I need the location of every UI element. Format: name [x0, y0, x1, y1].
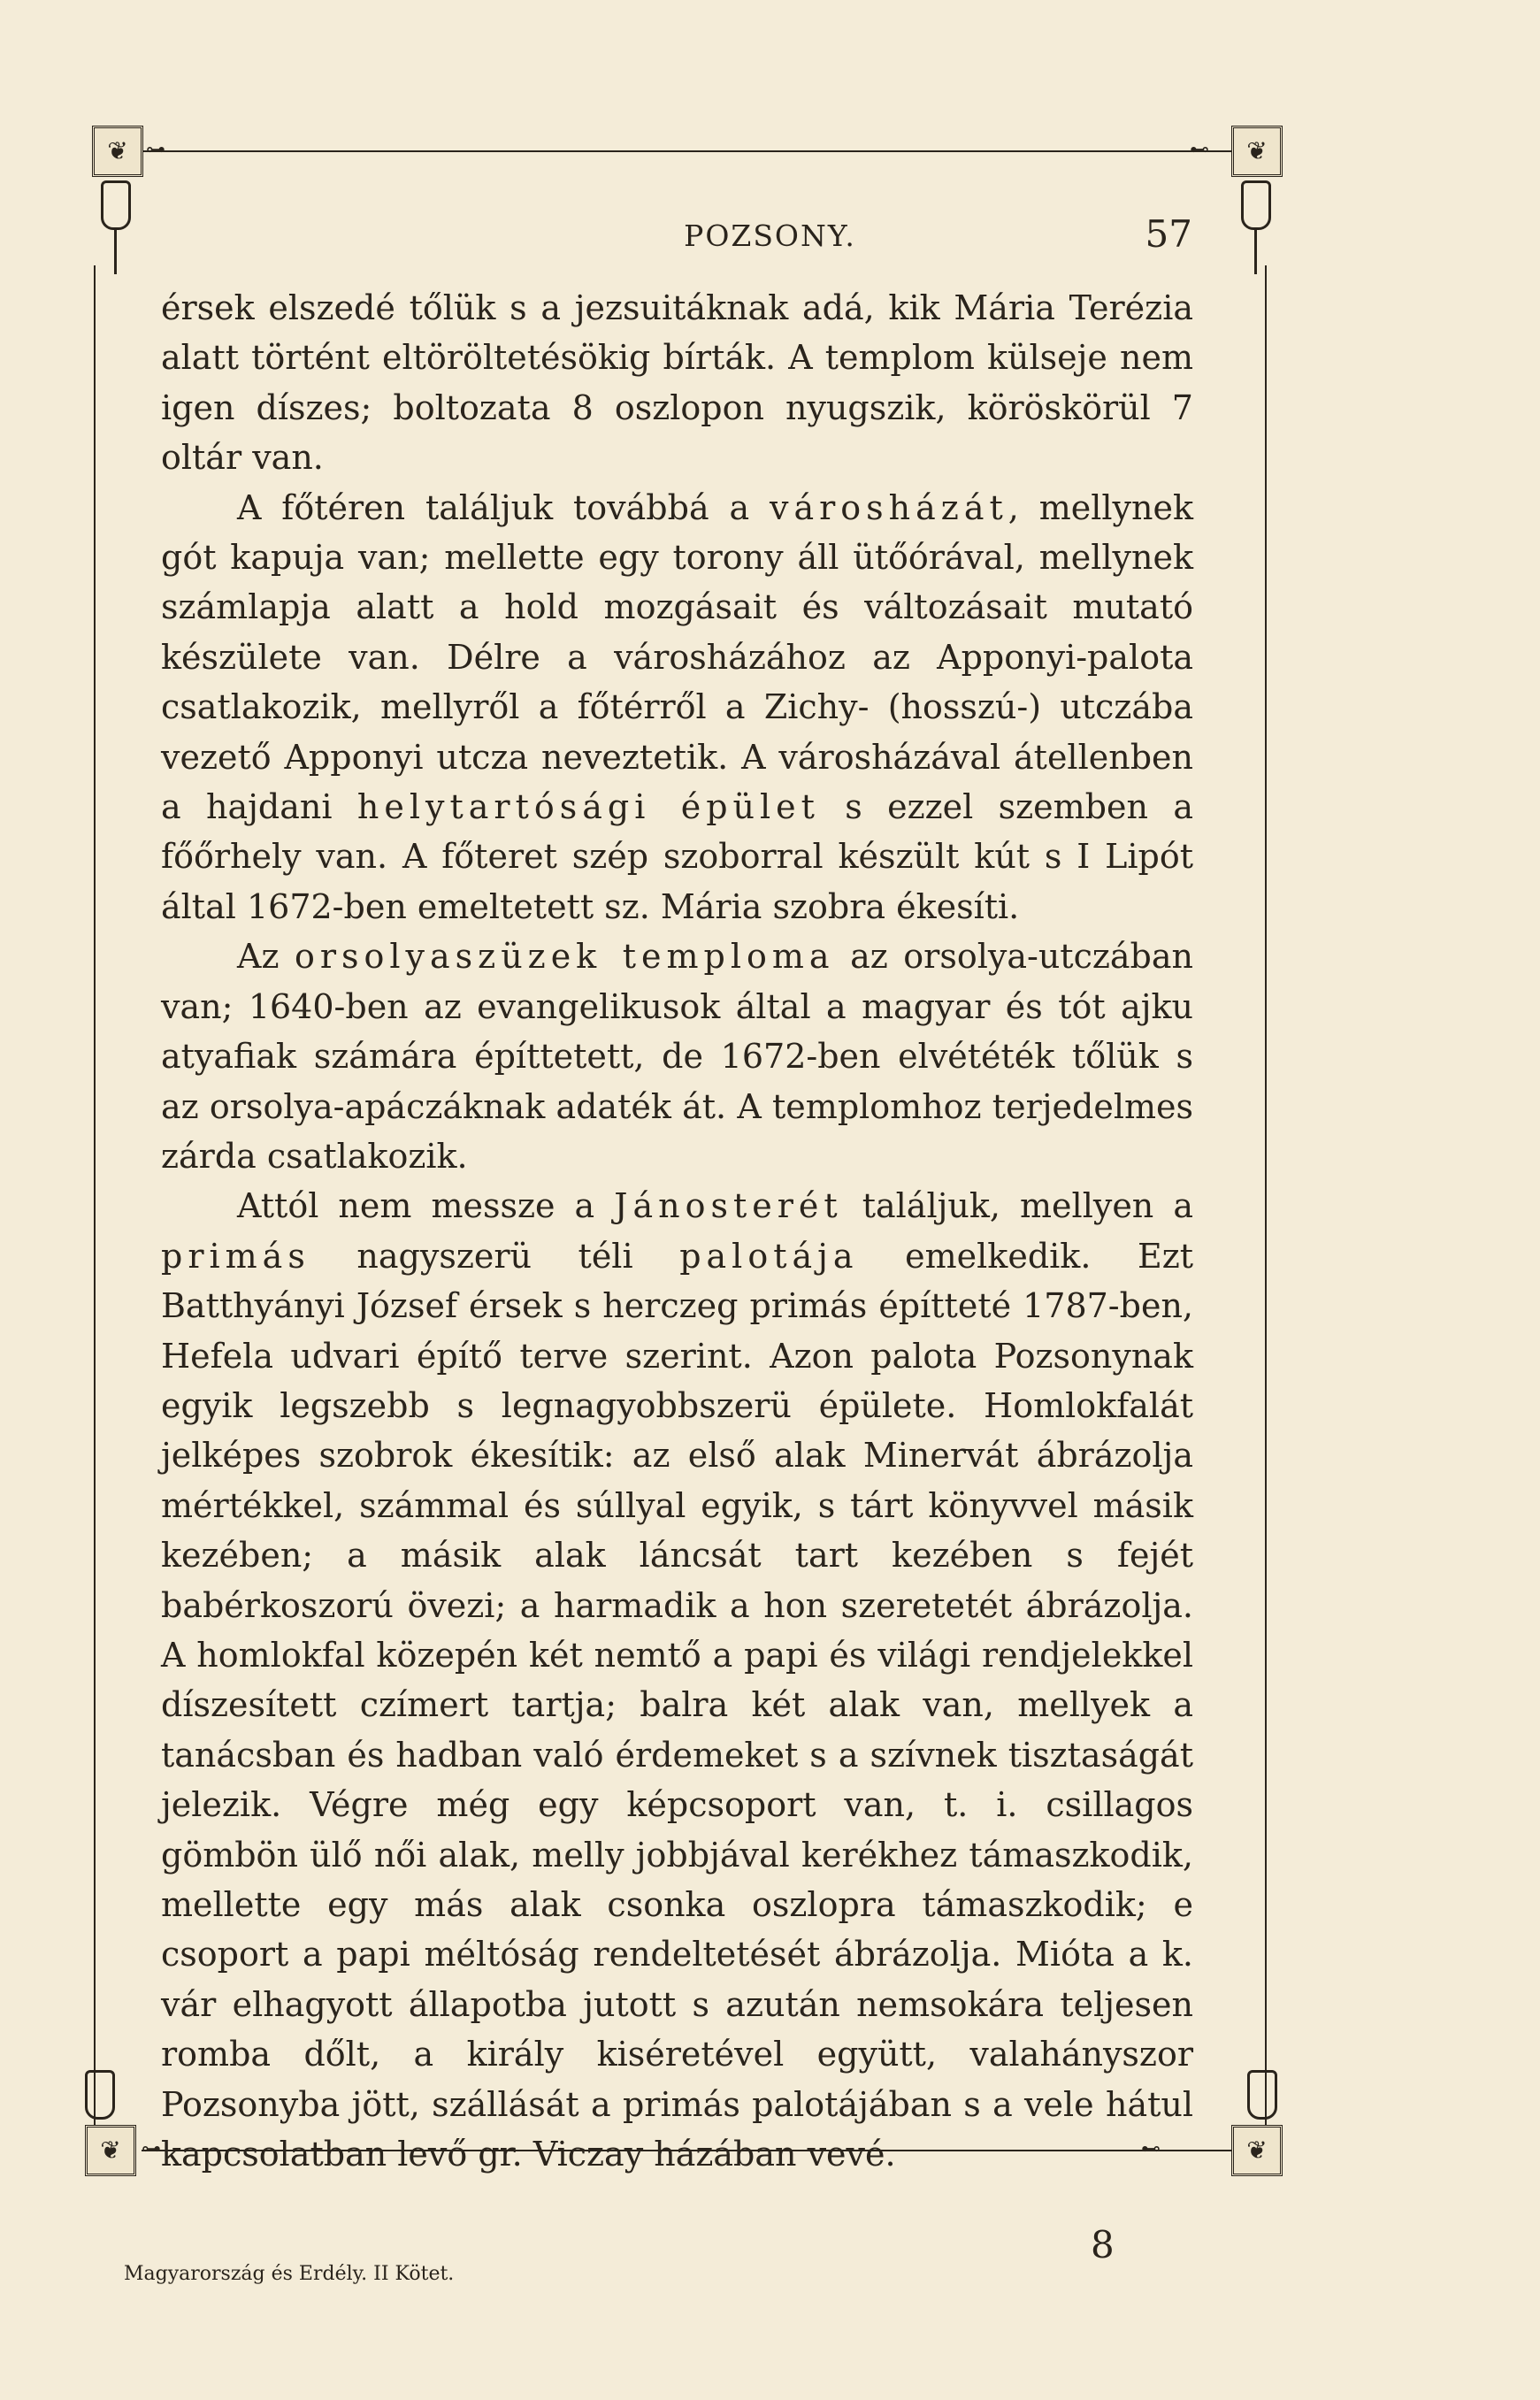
bottom-right-knot-icon: ⊷ — [1141, 2138, 1161, 2160]
left-border — [94, 265, 96, 2167]
spaced-term: Jánosterét — [614, 1186, 843, 1226]
signature-number: 8 — [1091, 2223, 1115, 2266]
top-left-ornament: ❦ — [92, 126, 143, 177]
spaced-term: orsolyaszüzek temploma — [294, 937, 835, 977]
top-left-knot-icon: ⊶ — [146, 139, 165, 161]
text-run: s ezzel szemben a főőrhely van. A főteret szép szoborral készült kút s I Lipót által 1672-ben emeltetett sz. Mária szobra ékesíti. — [161, 787, 1193, 926]
body-text — [161, 283, 1193, 2179]
running-title: POZSONY. — [684, 219, 856, 253]
bottom-right-ornament: ❦ — [1231, 2125, 1283, 2176]
bottom-left-ornament: ❦ — [85, 2125, 136, 2176]
top-right-knot-icon: ⊷ — [1190, 139, 1209, 161]
paragraph-4 — [161, 1181, 1193, 2179]
footer-imprint: Magyarország és Erdély. II Kötet. — [124, 2263, 455, 2285]
text-run: A főtéren találjuk továbbá a — [237, 487, 770, 527]
text-run: találjuk, mellyen a — [842, 1186, 1193, 1226]
bottom-right-pendant-icon — [1247, 2070, 1277, 2120]
paragraph-2 — [161, 483, 1193, 932]
text-run: az orsolya-utczában van; 1640-ben az evangelikusok által a magyar és tót ajku atyafiak számára építtetett, de 1672-ben elvététék tőlük s az orsolya-apáczáknak adaték át. A templomhoz terjedelmes zárda csatlakozik. — [161, 937, 1193, 1176]
page-number: 57 — [1145, 212, 1192, 256]
right-border — [1265, 265, 1267, 2167]
top-rule — [142, 150, 1274, 152]
text-run: nagyszerü téli — [310, 1236, 680, 1276]
paragraph-3 — [161, 932, 1193, 1181]
spaced-term: városházát — [770, 487, 1008, 527]
text-run: emelkedik. Ezt Batthyányi József érsek s herczeg primás építteté 1787-ben, Hefela udvari építő terve szerint. Azon palota Pozsonynak egyik legszebb s legnagyobbszerü épülete. Homlokfalát jelképes szobrok ékesítik: az első alak Minervát ábrázolja mértékkel, számmal és súllyal egyik, s tárt könyvvel másik kezében; a másik alak láncsát tart kezében s fejét babérkoszorú övezi; a harmadik a hon szeretetét ábrázolja. A homlokfal közepén két nemtő a papi és világi rendjelekkel díszesített czímert tartja; balra két alak van, mellyek a tanácsban és hadban való érdemeket s a szívnek tisztaságát jelezik. Végre még egy képcsoport van, t. i. csillagos gömbön ülő női alak, melly jobbjával kerékhez támaszkodik, mellette egy más alak csonka oszlopra támaszkodik; e csoport a papi méltóság rendeltetését ábrázolja. Mióta a k. vár elhagyott állapotba jutott s azután nemsokára teljesen romba dőlt, a király kiséretével együtt, valahányszor Pozsonyba jött, szállását a primás palotájában s a vele hátul kapcsolatban levő gr. Viczay házában vevé. — [161, 1236, 1194, 2174]
spaced-term: primás — [161, 1236, 310, 1276]
paragraph-1: érsek elszedé tőlük s a jezsuitáknak adá, kik Mária Terézia alatt történt eltöröltetésökig bírták. A templom külseje nem igen díszes; boltozata 8 oszlopon nyugszik, köröskörül 7 oltár van. — [161, 288, 1193, 478]
text-run: Attól nem messze a — [237, 1186, 615, 1226]
bottom-left-knot-icon: ⊶ — [142, 2138, 161, 2160]
text-run: Az — [237, 937, 295, 977]
spaced-term: helytartósági épület — [356, 787, 820, 827]
bottom-left-pendant-icon — [85, 2070, 115, 2120]
spaced-term: palotája — [679, 1236, 859, 1276]
text-run: , mellynek gót kapuja van; mellette egy torony áll ütőórával, mellynek számlapja alatt a hold mozgásait és változásait mutató készülete van. Délre a városházához az Apponyi-palota csatlakozik, mellyről a főtérről a Zichy- (hosszú-) utczába vezető Apponyi utcza neveztetik. A városházával átellenben a hajdani — [161, 487, 1193, 827]
top-right-ornament: ❦ — [1231, 126, 1283, 177]
